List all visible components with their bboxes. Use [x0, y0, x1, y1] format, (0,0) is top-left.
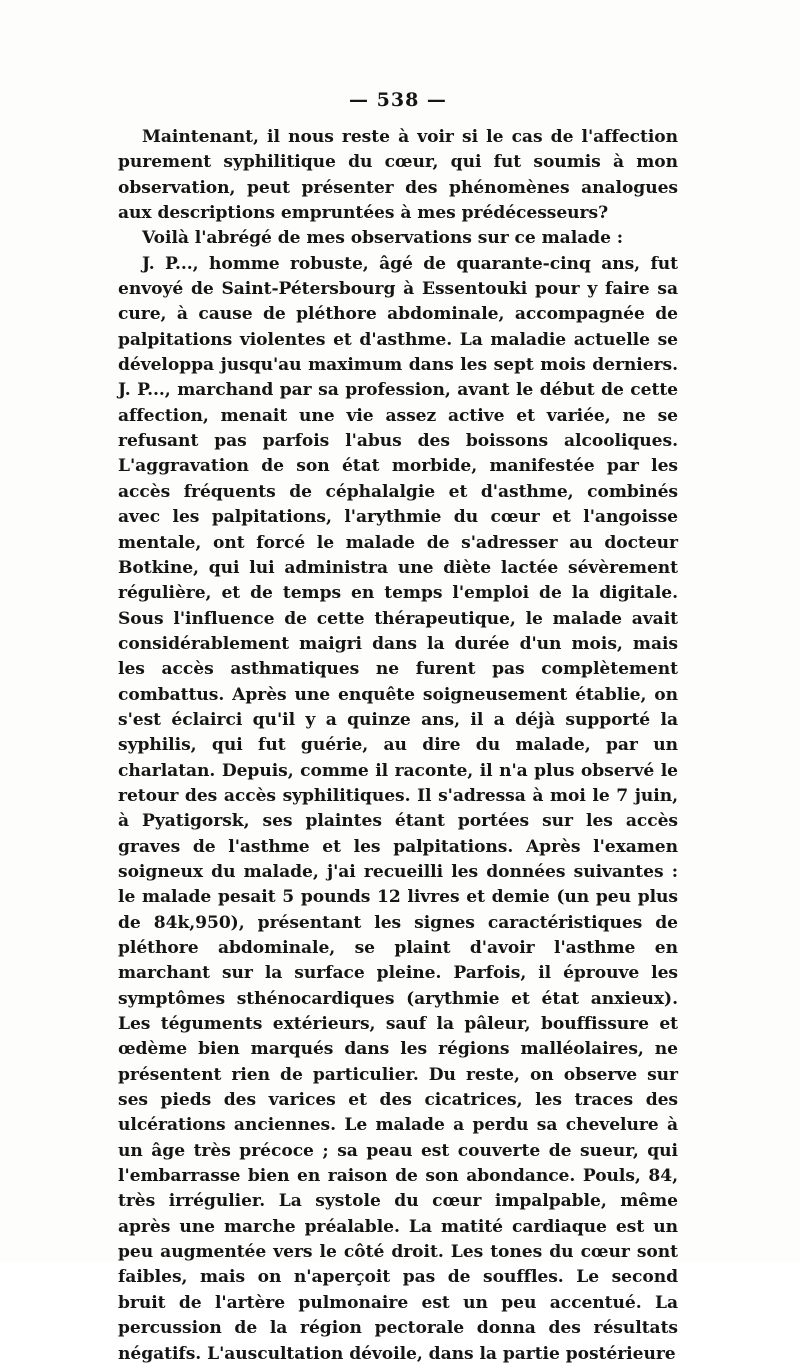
text-block	[118, 86, 678, 1367]
paragraph-summary-lead: Voilà l'abrégé de mes observations sur ce malade :	[142, 228, 624, 249]
paragraph-intro: Maintenant, il nous reste à voir si le cas de l'affection purement syphilitique du cœur, qui fut soumis à mon observation, peut présenter des phénomènes analogues aux descriptions empruntées à mes prédécesseurs?	[118, 127, 678, 224]
paragraph-case-history: J. P..., homme robuste, âgé de quarante-cinq ans, fut envoyé de Saint-Pétersbourg à Essentouki pour y faire sa cure, à cause de pléthore abdominale, accompagnée de palpitations violentes et d'asthme. La maladie actuelle se développa jusqu'au maximum dans les sept mois derniers. J. P..., marchand par sa profession, avant le début de cette affection, menait une vie assez active et variée, ne se refusant pas parfois l'abus des boissons alcooliques. L'aggravation de son état morbide, manifestée par les accès fréquents de céphalalgie et d'asthme, combinés avec les palpitations, l'arythmie du cœur et l'angoisse mentale, ont forcé le malade de s'adresser au docteur Botkine, qui lui administra une diète lactée sévèrement régulière, et de temps en temps l'emploi de la digitale. Sous l'influence de cette thérapeutique, le malade avait considérablement maigri dans la durée d'un mois, mais les accès asthmatiques ne furent pas complètement combattus. Après une enquête soigneusement établie, on s'est éclairci qu'il y a quinze ans, il a déjà supporté la syphilis, qui fut guérie, au dire du malade, par un charlatan. Depuis, comme il raconte, il n'a plus observé le retour des accès syphilitiques. Il s'adressa à moi le 7 juin, à Pyatigorsk, ses plaintes étant portées sur les accès graves de l'asthme et les palpitations. Après l'examen soigneux du malade, j'ai recueilli les données suivantes : le malade pesait 5 pounds 12 livres et demie (un peu plus de 84k,950), présentant les signes caractéristiques de pléthore abdominale, se plaint d'avoir l'asthme en marchant sur la surface pleine. Parfois, il éprouve les symptômes sthénocardiques (arythmie et état anxieux). Les téguments extérieurs, sauf la pâleur, bouffissure et œdème bien marqués dans les régions malléolaires, ne présentent rien de particulier. Du reste, on observe sur ses pieds des varices et des cicatrices, les traces des ulcérations anciennes. Le malade a perdu sa chevelure à un âge très précoce ; sa peau est couverte de sueur, qui l'embarrasse bien en raison de son abondance. Pouls, 84, très irrégulier. La systole du cœur impalpable, même après une marche préalable. La matité cardiaque est un peu augmentée vers le côté droit. Les tones du cœur sont faibles, mais on n'aperçoit pas de souffles. Le second bruit de l'artère pulmonaire est un peu accentué. La percussion de la région pectorale donna des résultats négatifs. L'auscultation dévoile, dans la partie postérieure	[118, 253, 678, 1364]
page-number: — 538 —	[349, 89, 447, 111]
